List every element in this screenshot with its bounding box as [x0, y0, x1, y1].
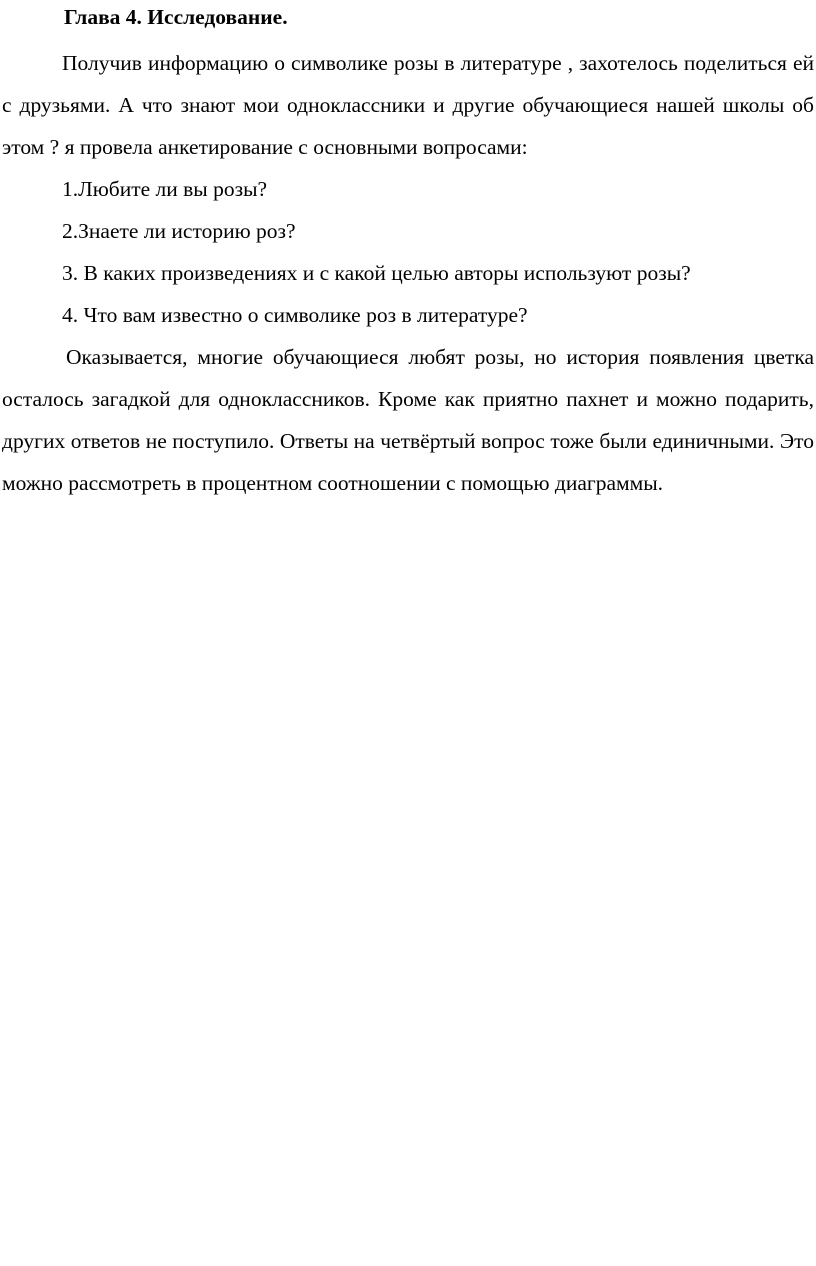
question-1: 1.Любите ли вы розы?	[62, 177, 268, 201]
question-4: 4. Что вам известно о символике роз в литературе?	[62, 303, 528, 327]
result-paragraph: Оказывается, многие обучающиеся любят розы, но история появления цветка осталось загадкой для одноклассников. Кроме как приятно пахнет и можно подарить, других ответов не поступило. Ответы на четвёртый вопрос тоже были единичными. Это можно рассмотреть в процентном соотношении с помощью диаграммы.	[2, 345, 814, 495]
intro-paragraph: Получив информацию о символике розы в литературе , захотелось поделиться ей с друзьями. А что знают мои одноклассники и другие обучающиеся нашей школы об этом ? я провела анкетирование с основными вопросами:	[2, 51, 814, 159]
question-2: 2.Знаете ли историю роз?	[62, 219, 296, 243]
question-3: 3. В каких произведениях и с какой целью авторы используют розы?	[62, 261, 691, 285]
chapter-heading: Глава 4. Исследование.	[64, 5, 288, 29]
